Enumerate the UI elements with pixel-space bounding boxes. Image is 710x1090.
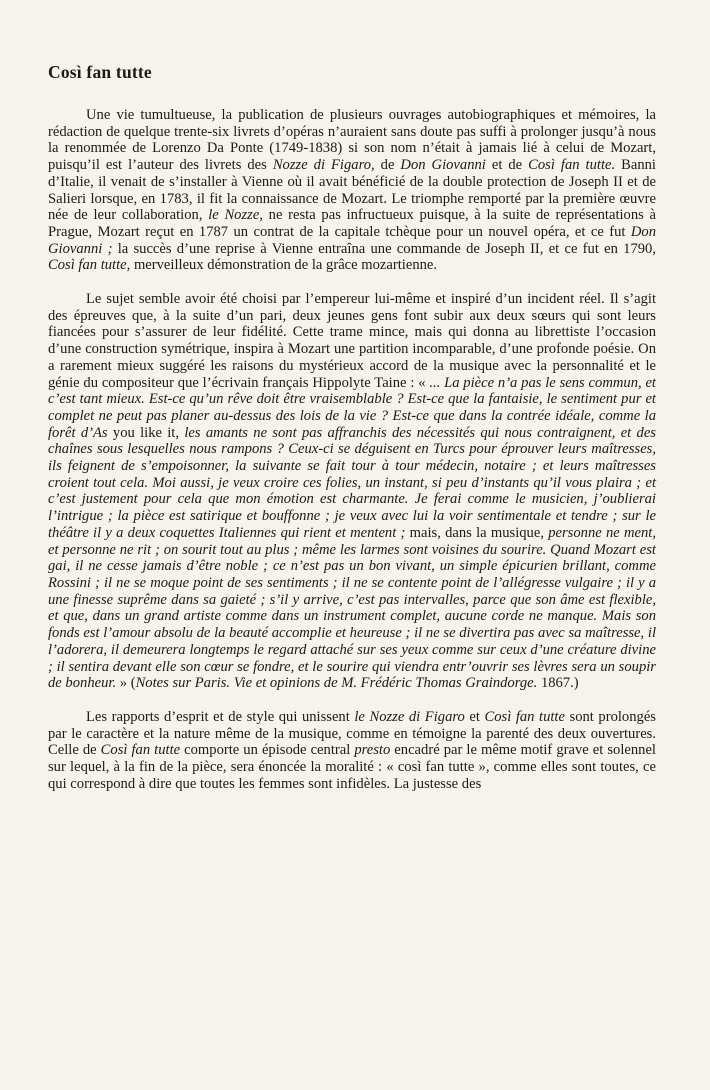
italic-text-run: le Nozze di Figaro [354,708,465,725]
text-run: sont prolongés par le caractère et la nature même de la musique, comme en témoigne la parenté des deux ouvertures. Celle de [48,708,656,759]
text-run: et [464,708,485,725]
text-run: 1867.) [537,675,579,692]
italic-text-run: personne ne ment, et personne ne rit ; on sourit tout au plus ; même les larmes sont voisines du sourire. Quand Mozart est gai, il ne cesse jamais d’être noble ; ce n’est pas un bon vivant, un simple épicurien brillant, comme Rossini ; il ne se moque point de ses sentiments ; il ne se contente point de l’allégresse vulgaire ; il y a une finesse suprême dans sa gaieté ; s’il y arrive, c’est pas intervalles, parce que son âme est flexible, et que, dans un grand artiste comme dans un instrument complet, aucune corde ne manque. Mais son fonds est l’amour absolu de la beauté accomplie et heureuse ; il ne se divertira pas avec sa maîtresse, il l’adorera, il demeurera longtemps le regard attaché sur ses yeux comme sur ceux d’une créature divine ; il sentira devant elle son cœur se fondre, et le sourire qui viendra entr’ouvrir ses lèvres sera un soupir de bonheur. [48,524,657,692]
text-run: encadré par le même motif grave et solennel sur lequel, à la fin de la pièce, sera énoncée la moralité : « così fan tutte », comme elles sont toutes, ce qui correspond à dire que toutes les femmes sont infidèles. La justesse des [48,742,656,792]
text-run: comporte un épisode central [180,742,355,759]
text-run: ne resta pas infructueux puisque, à la suite de représentations à Prague, Mozart reçut en 1787 un contrat de la capitale tchèque pour un nouvel opéra, et ce fut [48,207,657,240]
italic-text-run: le Nozze, [208,207,263,224]
paragraph-overtures [48,709,656,793]
paragraph-intro [48,107,656,274]
italic-text-run: Don Giovanni [400,157,486,174]
italic-text-run: Don Giovanni ; [48,223,656,257]
italic-text-run: ... La pièce n’a pas le sens commun, et c’est tant mieux. Est-ce qu’un rêve doit être vraisemblable ? Est-ce que la fantaisie, le sentiment pur et complet ne peut pas planer au-dessus des lois de la vie ? Est-ce que dans la contrée idéale, comme la forêt d’As [48,374,656,441]
paragraph-subject-and-quote [48,291,656,692]
italic-text-run: Nozze di Figaro, [272,157,375,174]
section-title: Così fan tutte [48,62,152,82]
italic-text-run: les amants ne sont pas affranchis des nécessités qui nous contraignent, et des chaînes sous lesquelles nous rampons ? Ceux-ci se déguisent en Turcs pour éprouver leurs maîtresses, ils feignent de s’empoisonner, la suivante se fait tour à tour médecin, notaire ; et leurs maîtresses croient tout cela. Moi aussi, je veux croire ces folies, un instant, si peu d’instants qu’il vous plaira ; et c’est justement pour cela que mon émotion est charmante. Je ferai comme le musicien, j’oublierai l’intrigue ; la pièce est satirique et bouffonne ; je veux avec lui la voir sentimentale et tendre ; sur le théâtre il y a deux coquettes Italiennes qui rient et mentent ; [48,424,656,541]
text-run: » ( [116,675,136,692]
italic-text-run: Notes sur Paris. Vie et opinions de M. Frédéric Thomas Graindorge. [135,675,538,692]
text-run: you like it, [107,424,185,441]
text-run: Le sujet semble avoir été choisi par l’empereur lui-même et inspiré d’un incident réel. Il s’agit des épreuves que, à la suite d’un pari, deux jeunes gens font subir aux deux sœurs qui sont leurs fiancées pour s’assurer de leur fidélité. Cette trame mince, mais qui donna au librettiste l’occasion d’une construction symétrique, inspira à Mozart une partition incomparable, d’une profonde poésie. On a rarement mieux suggéré les raisons du mystérieux accord de la musique avec la personnalité et le génie du compositeur que l’écrivain français Hippolyte Taine : « [48,291,656,391]
italic-text-run: presto [354,742,391,759]
text-run: la succès d’une reprise à Vienne entraîna une commande de Joseph II, et ce fut en 1790, [112,240,657,257]
italic-text-run: Così fan tutte [100,742,181,759]
text-run: de [374,157,401,174]
text-run: et de [485,157,529,174]
text-run: Une vie tumultueuse, la publication de plusieurs ouvrages autobiographiques et mémoires, la rédaction de quelque trente-six livrets d’opéras n’auraient sans doute pas suffi à prolonger jusqu’à nous la renommée de Lorenzo Da Ponte (1749-1838) si son nom n’était à jamais lié à celui de Mozart, puisqu’il est l’auteur des livrets des [48,107,656,174]
text-run: merveilleux démonstration de la grâce mozartienne. [130,257,438,274]
italic-text-run: Così fan tutte, [48,257,131,274]
text-run: Les rapports d’esprit et de style qui unissent [86,708,355,725]
text-run: Banni d’Italie, il venait de s’installer à Vienne où il avait bénéficié de la double protection de Joseph II et de Salieri lorsque, en 1783, il fit la connaissance de Mozart. Le triomphe remporté par la première œuvre née de leur collaboration, [48,157,656,224]
italic-text-run: Così fan tutte. [528,157,616,174]
text-run: mais, dans la musique, [405,524,549,541]
italic-text-run: Così fan tutte [484,708,565,725]
